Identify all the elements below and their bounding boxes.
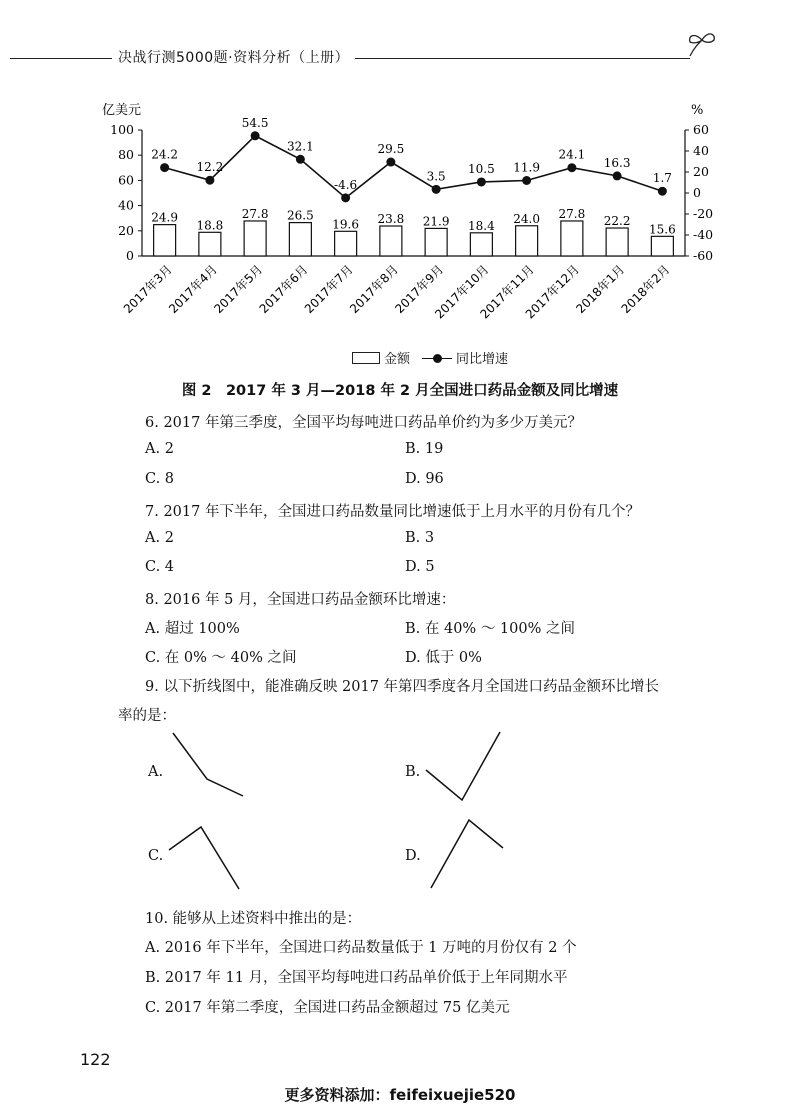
q8-option-c: C. 在 0% ～ 40% 之间 bbox=[145, 650, 297, 666]
growth-rate-point bbox=[613, 171, 622, 180]
left-tick-label: 40 bbox=[118, 197, 134, 213]
legend-bar-swatch bbox=[352, 352, 380, 364]
sprout-icon bbox=[684, 30, 720, 58]
q6-option-d: D. 96 bbox=[405, 471, 444, 487]
x-category-label: 2017年7月 bbox=[301, 262, 356, 317]
figure-caption: 图 2 2017 年 3 月—2018 年 2 月全国进口药品金额及同比增速 bbox=[181, 383, 619, 399]
x-category-label: 2017年6月 bbox=[256, 262, 311, 317]
bar-value-label: 26.5 bbox=[287, 208, 314, 223]
bar-value-label: 19.6 bbox=[332, 217, 359, 232]
left-tick-label: 60 bbox=[118, 172, 134, 188]
x-category-label: 2018年1月 bbox=[573, 262, 628, 317]
question-10-stem: 10. 能够从上述资料中推出的是： bbox=[145, 911, 362, 927]
bar-amount bbox=[289, 223, 311, 256]
q7-option-b: B. 3 bbox=[405, 530, 435, 546]
q10-option-b: B. 2017 年 11 月，全国平均每吨进口药品单价低于上年同期水平 bbox=[145, 970, 568, 986]
q9-sketch-b bbox=[420, 728, 505, 806]
x-category-label: 2017年4月 bbox=[166, 262, 220, 317]
growth-rate-label: 54.5 bbox=[241, 115, 269, 130]
q8-option-d: D. 低于 0% bbox=[405, 650, 482, 666]
growth-rate-label: 29.5 bbox=[377, 142, 405, 157]
import-drug-chart bbox=[0, 90, 800, 335]
bar-amount bbox=[606, 228, 628, 256]
x-category-label: 2017年5月 bbox=[211, 262, 266, 317]
left-tick-label: 100 bbox=[110, 122, 134, 137]
legend-line-swatch bbox=[422, 352, 452, 364]
bar-amount bbox=[425, 228, 447, 256]
bar-value-label: 18.8 bbox=[196, 218, 224, 233]
q8-option-a: A. 超过 100% bbox=[145, 621, 240, 637]
bar-value-label: 23.8 bbox=[377, 212, 405, 227]
growth-rate-label: 24.2 bbox=[151, 147, 178, 162]
q9-option-b: B. bbox=[405, 764, 421, 780]
footer-note: 更多资料添加：feifeixuejie520 bbox=[284, 1086, 516, 1104]
right-tick-label: -60 bbox=[693, 248, 714, 263]
growth-rate-label: 16.3 bbox=[603, 155, 631, 170]
right-tick-label: 40 bbox=[693, 143, 709, 158]
growth-rate-label: 10.5 bbox=[468, 161, 495, 176]
question-9-stem-line2: 率的是： bbox=[118, 708, 176, 724]
growth-rate-point bbox=[432, 185, 441, 194]
growth-rate-label: 12.2 bbox=[196, 160, 224, 175]
growth-rate-point bbox=[567, 163, 576, 172]
bar-amount bbox=[335, 231, 357, 256]
left-axis-unit: 亿美元 bbox=[102, 103, 142, 118]
q7-option-a: A. 2 bbox=[145, 530, 174, 546]
bar-value-label: 21.9 bbox=[422, 214, 450, 229]
growth-rate-point bbox=[341, 193, 350, 202]
right-tick-label: 20 bbox=[693, 164, 709, 179]
bar-amount bbox=[651, 236, 673, 256]
question-8-stem: 8. 2016 年 5 月，全国进口药品金额环比增速： bbox=[145, 592, 456, 608]
bar-value-label: 24.0 bbox=[513, 211, 540, 226]
q7-option-c: C. 4 bbox=[145, 559, 175, 575]
q8-option-b: B. 在 40% ～ 100% 之间 bbox=[405, 621, 575, 637]
growth-rate-point bbox=[477, 177, 486, 186]
x-category-label: 2017年11月 bbox=[477, 262, 537, 322]
growth-rate-line bbox=[165, 136, 663, 198]
left-tick-label: 20 bbox=[118, 222, 134, 238]
growth-rate-label: 3.5 bbox=[426, 169, 446, 184]
growth-rate-point bbox=[160, 163, 169, 172]
q7-option-d: D. 5 bbox=[405, 559, 435, 575]
legend-line-label: 同比增速 bbox=[456, 352, 509, 367]
bar-amount bbox=[244, 221, 266, 256]
legend-bar-label: 金额 bbox=[384, 352, 411, 367]
bar-value-label: 22.2 bbox=[603, 214, 631, 229]
question-7-stem: 7. 2017 年下半年，全国进口药品数量同比增速低于上月水平的月份有几个？ bbox=[145, 504, 640, 520]
chart-legend bbox=[352, 348, 508, 367]
bar-value-label: 24.9 bbox=[151, 210, 178, 225]
growth-rate-point bbox=[386, 158, 395, 167]
running-header: 决战行测5000题·资料分析（上册） bbox=[112, 47, 355, 67]
growth-rate-point bbox=[658, 187, 667, 196]
bar-amount bbox=[470, 233, 492, 256]
q10-option-a: A. 2016 年下半年，全国进口药品数量低于 1 万吨的月份仅有 2 个 bbox=[145, 940, 577, 956]
q9-sketch-d bbox=[425, 816, 510, 894]
q6-option-c: C. 8 bbox=[145, 471, 175, 487]
q6-option-b: B. 19 bbox=[405, 441, 444, 457]
q9-option-a: A. bbox=[148, 764, 164, 780]
growth-rate-point bbox=[205, 176, 214, 185]
x-category-label: 2017年9月 bbox=[392, 262, 447, 317]
bar-value-label: 27.8 bbox=[241, 206, 269, 221]
growth-rate-label: 11.9 bbox=[513, 160, 540, 175]
growth-rate-label: 32.1 bbox=[287, 139, 314, 154]
bar-value-label: 18.4 bbox=[468, 218, 495, 233]
bar-amount bbox=[199, 232, 221, 256]
q9-option-c: C. bbox=[148, 848, 164, 864]
bar-value-label: 27.8 bbox=[558, 206, 586, 221]
page-number: 122 bbox=[80, 1050, 111, 1069]
question-6-stem: 6. 2017 年第三季度，全国平均每吨进口药品单价约为多少万美元？ bbox=[145, 415, 582, 431]
q6-option-a: A. 2 bbox=[145, 441, 174, 457]
left-tick-label: 0 bbox=[126, 248, 134, 263]
q9-sketch-c bbox=[165, 823, 250, 893]
bar-amount bbox=[380, 226, 402, 256]
right-tick-label: 0 bbox=[693, 185, 701, 200]
x-category-label: 2018年2月 bbox=[618, 262, 673, 317]
growth-rate-point bbox=[251, 131, 260, 140]
growth-rate-point bbox=[522, 176, 531, 185]
bar-amount bbox=[561, 221, 583, 256]
x-category-label: 2017年12月 bbox=[522, 262, 582, 322]
growth-rate-label: 1.7 bbox=[652, 171, 672, 186]
q10-option-c: C. 2017 年第二季度，全国进口药品金额超过 75 亿美元 bbox=[145, 1000, 510, 1016]
right-axis-unit: % bbox=[691, 103, 704, 118]
growth-rate-label: -4.6 bbox=[334, 177, 358, 192]
bar-amount bbox=[154, 225, 176, 256]
right-tick-label: -20 bbox=[693, 206, 714, 221]
x-category-label: 2017年10月 bbox=[432, 262, 492, 322]
question-9-stem-line1: 9. 以下折线图中，能准确反映 2017 年第四季度各月全国进口药品金额环比增长 bbox=[145, 679, 660, 695]
right-tick-label: -40 bbox=[693, 227, 714, 242]
bar-amount bbox=[516, 226, 538, 256]
q9-sketch-a bbox=[165, 730, 250, 800]
left-tick-label: 80 bbox=[118, 147, 134, 163]
bar-value-label: 15.6 bbox=[649, 222, 676, 237]
q9-option-d: D. bbox=[405, 848, 421, 864]
right-tick-label: 60 bbox=[693, 122, 709, 137]
x-category-label: 2017年3月 bbox=[120, 262, 175, 317]
x-category-label: 2017年8月 bbox=[347, 262, 401, 317]
growth-rate-label: 24.1 bbox=[558, 147, 586, 162]
growth-rate-point bbox=[296, 155, 305, 164]
